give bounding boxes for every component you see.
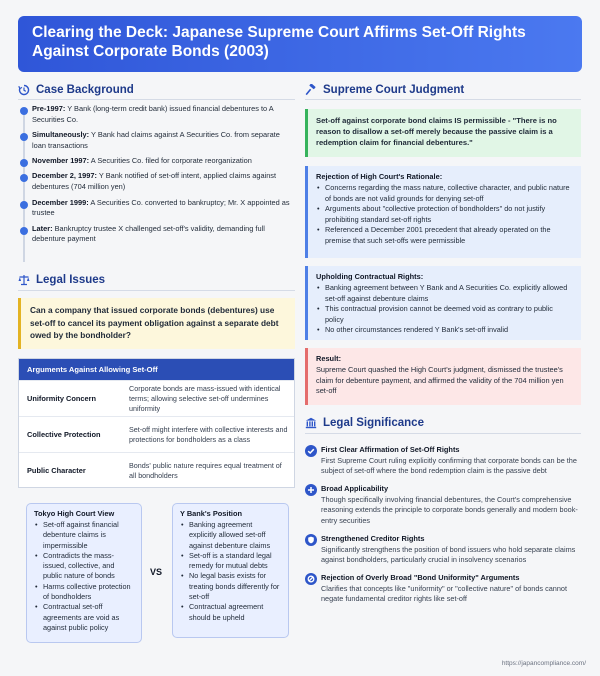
result-title: Result: [316, 354, 342, 363]
arguments-table-header: Arguments Against Allowing Set-Off [19, 359, 294, 380]
scale-icon [18, 274, 30, 286]
argument-description: Corporate bonds are mass-issued with identical terms; allowing selective set-off undermines uniformity [129, 383, 281, 413]
significance-item-title: Broad Applicability [321, 484, 389, 493]
list-item: • Banking agreement explicitly allowed set-off against debenture claims [180, 520, 281, 551]
timeline-text: Y Bank notified of set-off intent, applied claims against debentures (704 million yen) [32, 171, 277, 192]
divider [305, 433, 581, 434]
arguments-table [18, 358, 295, 488]
judgment-title: Supreme Court Judgment [323, 84, 465, 96]
block-icon [305, 573, 317, 585]
timeline-text: A Securities Co. converted to bankruptcy; Mr. X appointed as trustee [32, 197, 290, 218]
timeline-item [18, 130, 290, 152]
timeline-date: November 1997: [32, 156, 90, 166]
significance-title: Legal Significance [323, 417, 424, 429]
timeline-date: December 1999: [32, 197, 89, 207]
rejection-title: Rejection of High Court's Rationale: [316, 172, 443, 181]
upholding-title: Upholding Contractual Rights: [316, 272, 424, 281]
significance-item-text: Significantly strengthens the position of bond issuers who hold separate claims against bondholders, particularly crucial in insolvency scenarios [321, 545, 576, 565]
list-item: • This contractual provision cannot be deemed void as contrary to public policy [316, 304, 573, 325]
table-row [19, 416, 294, 452]
shield-icon [305, 534, 317, 546]
legal-question: Can a company that issued corporate bonds (debentures) use set-off to cancel its payment obligation against a separate debt owed by the bondholder? [18, 298, 295, 349]
tokyo-high-court-view [26, 503, 142, 643]
upholding-box [305, 266, 581, 340]
timeline-date: Pre-1997: [32, 104, 66, 113]
courthouse-icon [305, 417, 317, 429]
list-item: • Contractual set-off agreements are void as against public policy [34, 602, 134, 633]
significance-item-title: First Clear Affirmation of Set-Off Rights [321, 445, 460, 454]
list-item: • No legal basis exists for treating bonds differently for set-off [180, 571, 281, 602]
timeline-item [18, 198, 290, 220]
timeline-date: Later: [32, 223, 53, 233]
list-item: • Referenced a December 2001 precedent that already operated on the premise that such set-offs were permissible [316, 225, 573, 246]
legal-issues-heading [18, 274, 105, 286]
list-item: • Set-off against financial debenture claims is impermissible [34, 520, 134, 551]
timeline-dot [20, 159, 28, 167]
history-icon [18, 84, 30, 96]
argument-description: Bonds' public nature requires equal treatment of all bondholders [129, 460, 282, 480]
timeline-dot [20, 174, 28, 182]
list-item: • Harms collective protection of bondholders [34, 582, 134, 603]
timeline-text: Y Bank (long-term credit bank) issued financial debentures to A Securities Co. [32, 104, 274, 124]
significance-item-title: Strengthened Creditor Rights [321, 534, 425, 543]
significance-item [305, 484, 581, 526]
view-title: Y Bank's Position [180, 509, 242, 518]
significance-item-text: Though specifically involving financial debentures, the Court's comprehensive reasoning extends the principle to corporate bonds generally and modern book-entry securities [321, 495, 578, 525]
timeline-dot [20, 201, 28, 209]
divider [18, 99, 295, 100]
divider [18, 290, 295, 291]
significance-item-text: First Supreme Court ruling explicitly confirming that corporate bonds can be the subject of set-off where the bond redemption claim is the passive debt [321, 456, 577, 476]
timeline-item [18, 104, 290, 126]
timeline-date: December 2, 1997: [32, 171, 97, 181]
significance-item-text: Clarifies that concepts like "uniformity" or "collective nature" of bonds cannot negate fundamental creditor rights like set-off [321, 584, 568, 604]
rejection-box [305, 166, 581, 258]
legal-issues-title: Legal Issues [36, 274, 106, 286]
list-item: • Contractual agreement should be upheld [180, 602, 281, 623]
timeline-dot [20, 107, 28, 115]
list-item: • Arguments about "collective protection of bondholders" do not justify prohibiting standard set-off rights [316, 204, 573, 225]
y-bank-position [172, 503, 289, 638]
timeline-text: Y Bank had claims against A Securities Co. from separate loan transactions [32, 130, 280, 150]
case-background-title: Case Background [36, 84, 134, 96]
case-background-heading [18, 84, 134, 96]
timeline-item [18, 156, 290, 167]
table-row [19, 380, 294, 416]
holding-text: Set-off against corporate bond claims IS permissible - "There is no reason to disallow a set-off merely because the passive claim is a redemption claim for financial debentures." [316, 116, 557, 148]
page-title: Clearing the Deck: Japanese Supreme Court Affirms Set-Off Rights Against Corporate Bonds (2003) [18, 16, 582, 72]
divider [305, 99, 581, 100]
list-item: • Concerns regarding the mass nature, collective character, and public nature of bonds are not valid grounds for denying set-off [316, 183, 573, 204]
timeline-item [18, 171, 290, 193]
list-item: • No other circumstances rendered Y Bank's set-off invalid [316, 325, 573, 336]
argument-name: Uniformity Concern [27, 394, 96, 403]
source-url[interactable]: https://japancompliance.com/ [501, 660, 586, 667]
result-box [305, 348, 581, 405]
judgment-holding [305, 109, 581, 157]
timeline-text: Bankruptcy trustee X challenged set-off's validity, demanding full debenture payment [32, 223, 265, 244]
timeline-dot [20, 227, 28, 235]
result-text: Supreme Court quashed the High Court's judgment, dismissed the trustee's claim for debenture payment, and affirmed the validity of the 704 million yen set-off [316, 365, 564, 396]
view-title: Tokyo High Court View [34, 509, 115, 518]
judgment-heading [305, 84, 464, 96]
timeline-item [18, 224, 290, 246]
significance-item [305, 534, 581, 566]
timeline-dot [20, 133, 28, 141]
check-icon [305, 445, 317, 457]
vs-label: VS [150, 567, 163, 577]
expand-icon [305, 484, 317, 496]
gavel-icon [305, 84, 317, 96]
argument-name: Collective Protection [27, 430, 101, 439]
significance-item [305, 445, 581, 477]
significance-heading [305, 417, 424, 429]
significance-item [305, 573, 581, 605]
timeline-text: A Securities Co. filed for corporate reorganization [90, 156, 252, 166]
timeline [18, 104, 290, 250]
list-item: • Set-off is a standard legal remedy for mutual debts [180, 551, 281, 572]
table-row [19, 452, 294, 488]
list-item: • Banking agreement between Y Bank and A Securities Co. explicitly allowed set-off against debenture claims [316, 283, 573, 304]
argument-name: Public Character [27, 466, 86, 475]
timeline-date: Simultaneously: [32, 130, 90, 140]
argument-description: Set-off might interfere with collective interests and protections for bondholders as a class [129, 424, 288, 444]
list-item: • Contradicts the mass-issued, collective, and public nature of bonds [34, 551, 134, 582]
significance-item-title: Rejection of Overly Broad "Bond Uniformity" Arguments [321, 573, 520, 582]
